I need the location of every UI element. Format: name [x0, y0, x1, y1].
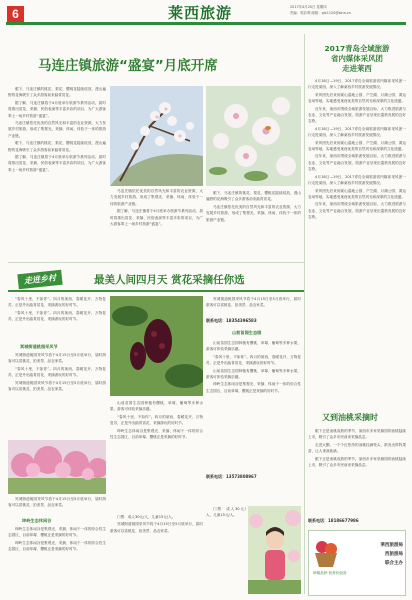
date-line: 2017年4月20日 星期四 [290, 5, 327, 9]
contact-phone: 18354396583 [226, 318, 257, 323]
ticket-note [110, 514, 203, 594]
feature-intro [8, 296, 106, 342]
side-paragraph: 4月18日—19日，2017青岛全域旅游省内媒体采风团一行走进莱西，深入了解莱西乡村旅游发展情况。 [308, 174, 406, 186]
sub-headline: 又到油桃采摘时 [322, 413, 378, 422]
lead-paragraph: 马连庄镇依托优美的自然风光和丰富的农业资源，大力发展乡村旅游，形成了集观光、采摘、休闲、体验于一体的旅游产业链。 [206, 204, 301, 222]
advert-org-line: 联合主办 [385, 561, 403, 566]
fruit-basket-icon [313, 535, 339, 569]
lead-body-middle [110, 188, 203, 256]
spot-desc-text: “春风十里，不如你”。四月的莱西，春暖花开，万物复苏，正是外出踏青赏花、采摘游玩的好时节。 [8, 366, 106, 378]
flower-illustration [206, 86, 301, 186]
spot-desc-text: 坤岭生态休闲谷是集观光、采摘、休闲于一体的综合性生态园区，目前草莓、樱桃正是采摘的好时节。 [8, 527, 106, 538]
page-number: 6 [12, 7, 19, 21]
spot-desc-text: 门票：成人30元/人，儿童15元/人。 [206, 507, 246, 518]
feature-intro-text: “春风十里，不如你”。四月的莱西，春暖花开，万物复苏，正是外出踏青赏花、采摘游玩的好时节。 [8, 310, 106, 322]
spot-desc [110, 400, 203, 512]
advert-caption: 珍稀品种 营养价值高 [313, 571, 347, 575]
advert-org [349, 541, 403, 568]
contact-line [206, 474, 257, 480]
side-paragraph: 近年来，莱西市围绕全域旅游发展目标，大力推进旅游与农业、文化等产业融合发展，旅游产业呈现出蓬勃发展的良好态势。 [308, 154, 406, 172]
side-headline-line: 2017青岛全域旅游 [324, 44, 390, 53]
lead-paragraph: 马连庄镇依托优美的自然风光和丰富的农业资源，大力发展乡村旅游，形成了集观光、采摘、休闲、体验于一体的旅游产业链。 [8, 121, 106, 138]
sub-paragraph: 眼下正是油桃成熟的季节，莱西市多家采摘园的油桃陆续上市，吸引了众多市民前来采摘品尝。 [308, 456, 406, 468]
mulberry-illustration [110, 296, 203, 396]
section-title: 莱西旅游 [168, 4, 233, 22]
lead-body-right [206, 190, 301, 256]
spot-desc-text: 山前苗园生态园种植有樱桃、草莓、葡萄等多种水果，游客可体验采摘乐趣。 [206, 368, 301, 380]
lead-paragraph: 据了解，马连庄镇将于4月底举办旅游节系列活动，届时将推出赏花、采摘、民俗表演等丰富多彩的项目，为广大游客奉上一场乡村旅游“盛宴”。 [110, 209, 203, 227]
side-paragraph: 采风团先后来到姜山湿地公园、产芝湖、月湖公园、鸿运农场等地，实地感受莱西优美的自然风光和深厚的文化底蕴。 [308, 188, 406, 199]
spot-desc-text: 坤岭生态休闲谷是集观光、采摘、休闲于一体的综合性生态园区，目前草莓、樱桃正是采摘的好时节。 [206, 382, 301, 393]
lead-paragraph: 据了解，马连庄镇将于4月底举办旅游节系列活动，届时将推出赏花、采摘、民俗表演等丰富多彩的项目，为广大游客奉上一场乡村旅游“盛宴”。 [8, 100, 106, 118]
spot-desc [206, 506, 246, 594]
lead-paragraph: 眼下，马连庄镇的桃花、梨花、樱桃花陆续绽放，漫山遍野的花海吸引了众多游客前来踏青赏花。 [206, 191, 301, 202]
child-photo [248, 506, 301, 594]
advert-box [308, 530, 406, 596]
side-paragraph: 采风团先后来到姜山湿地公园、产芝湖、月湖公园、鸿运农场等地，实地感受莱西优美的自然风光和深厚的文化底蕴。 [308, 140, 406, 152]
spot-desc [206, 340, 301, 470]
side-paragraph: 4月18日—19日，2017青岛全域旅游省内媒体采风团一行走进莱西，深入了解莱西乡村旅游发展情况。 [308, 126, 406, 138]
lead-paragraph: 马连庄镇依托优美的自然风光和丰富的农业资源，大力发展乡村旅游，形成了集观光、采摘、休闲、体验于一体的旅游产业链。 [110, 189, 203, 206]
sub-body [308, 428, 406, 516]
feature-rule [8, 290, 304, 292]
side-paragraph: 4月18日—19日，2017青岛全域旅游省内媒体采风团一行走进莱西，深入了解莱西乡村旅游发展情况。 [308, 79, 406, 90]
editor-line: 责编：郭彩利 邮箱：glx1120@sina.cn [290, 11, 351, 15]
lead-headline: 马连庄镇旅游“盛宴”月底开席 [38, 58, 218, 74]
advert-org-line: 莱西旅游局 [380, 543, 403, 548]
spot-desc-text: 山前苗园生态园种植有樱桃、草莓、葡萄等多种水果，游客可体验采摘乐趣。 [206, 341, 301, 352]
peach-photo [8, 440, 106, 494]
spot-desc-text: 冥城街道桃园采风节将于4月15日至5月底举行，届时游客可以赏桃花、拍美景、品农家菜。 [8, 353, 106, 364]
spot-desc-text: “春风十里，不如你”。四月的莱西，春暖花开，万物复苏，正是外出踏青赏花、采摘游玩的好时节。 [206, 354, 301, 366]
side-paragraph: 近年来，莱西市围绕全域旅游发展目标，大力推进旅游与农业、文化等产业融合发展，旅游产业呈现出蓬勃发展的良好态势。 [308, 106, 406, 124]
contact-phone: 18186677986 [328, 518, 359, 523]
side-paragraph: 近年来，莱西市围绕全域旅游发展目标，大力推进旅游与农业、文化等产业融合发展，旅游产业呈现出蓬勃发展的良好态势。 [308, 202, 406, 220]
spot-desc-text: 冥城街道桃园采风节将于4月15日至5月底举行，届时游客可以赏桃花、拍美景、品农家菜。 [8, 380, 106, 392]
spot-title: 冥城街道桃园采风节 [20, 344, 58, 349]
sub-paragraph: 走进大棚，一个个红彤彤的油桃挂满枝头，散发出阵阵果香，让人垂涎欲滴。 [308, 442, 406, 454]
sub-paragraph: 眼下正是油桃成熟的季节，莱西市多家采摘园的油桃陆续上市，吸引了众多市民前来采摘品尝。 [308, 429, 406, 440]
ticket-text: 门票：成人30元/人，儿童15元/人。 [117, 515, 176, 519]
mulberry-photo [110, 296, 203, 396]
lead-body-left [8, 86, 106, 256]
spot-desc-text: 冥城街道桃园采风节将于4月15日至5月底举行，届时游客可以赏桃花、拍美景、品农家菜。 [206, 297, 301, 308]
contact-label: 联系电话： [308, 518, 328, 523]
contact-label: 联系电话： [206, 474, 226, 479]
lead-divider [8, 262, 304, 263]
blossom-illustration [110, 86, 203, 186]
feature-banner: 走进乡村 [17, 270, 62, 290]
side-paragraph: 采风团先后来到姜山湿地公园、产芝湖、月湖公园、鸿运农场等地，实地感受莱西优美的自然风光和深厚的文化底蕴。 [308, 92, 406, 104]
spot-desc [8, 352, 106, 438]
spot-desc-text: 坤岭生态休闲谷是集观光、采摘、休闲于一体的综合性生态园区，目前草莓、樱桃正是采摘的好时节。 [8, 540, 106, 552]
sub-contact [308, 518, 359, 524]
spot-title: 山前苗园生态园 [232, 330, 262, 335]
spot-contact [8, 496, 106, 516]
contact-line [206, 318, 257, 324]
blossom-photo [110, 86, 203, 186]
lead-paragraph: 眼下，马连庄镇的桃花、梨花、樱桃花陆续绽放，漫山遍野的花海吸引了众多游客前来踏青赏花。 [8, 141, 106, 152]
flower-photo [206, 86, 301, 186]
contact-phone: 13573808967 [226, 474, 257, 479]
peach-orchard-illustration [8, 440, 106, 494]
side-headline-line: 走进莱西 [342, 64, 372, 73]
column-rule [304, 34, 305, 594]
contact-label: 联系电话： [206, 318, 226, 323]
spot-desc [8, 526, 106, 594]
lead-paragraph: 眼下，马连庄镇的桃花、梨花、樱桃花陆续绽放，漫山遍野的花海吸引了众多游客前来踏青赏花。 [8, 87, 106, 98]
spot-desc-text: 山前苗园生态园种植有樱桃、草莓、葡萄等多种水果，游客可体验采摘乐趣。 [110, 401, 203, 412]
side-headline-line: 省内媒体采风团 [331, 54, 383, 63]
spot-desc-text: 冥城街道桃园采风节将于4月15日至5月底举行，届时游客可以赏桃花、拍美景、品农家菜。 [8, 497, 106, 508]
spot-desc-text: “春风十里，不如你”。四月的莱西，春暖花开，万物复苏，正是外出踏青赏花、采摘游玩的好时节。 [110, 414, 203, 426]
page-number-badge [7, 6, 24, 22]
lead-paragraph: 据了解，马连庄镇将于4月底举办旅游节系列活动，届时将推出赏花、采摘、民俗表演等丰富多彩的项目，为广大游客奉上一场乡村旅游“盛宴”。 [8, 155, 106, 172]
feature-intro-text: “春风十里，不如你”。四月的莱西，春暖花开，万物复苏，正是外出踏青赏花、采摘游玩的好时节。 [8, 297, 106, 308]
spot-title: 坤岭生态休闲谷 [22, 518, 52, 523]
spot-desc [206, 296, 301, 316]
advert-org-line: 西旅游局 [385, 552, 403, 557]
child-with-flowers-illustration [248, 506, 301, 594]
side-body [308, 78, 406, 326]
side-headline [308, 44, 406, 74]
spot-desc-text: 冥城街道桃园采风节将于4月15日至5月底举行，届时游客可以赏桃花、拍美景、品农家菜。 [110, 522, 203, 533]
spot-desc-text: 坤岭生态休闲谷是集观光、采摘、休闲于一体的综合性生态园区，目前草莓、樱桃正是采摘的好时节。 [110, 428, 203, 440]
feature-headline: 最美人间四月天 赏花采摘任你选 [94, 274, 245, 286]
